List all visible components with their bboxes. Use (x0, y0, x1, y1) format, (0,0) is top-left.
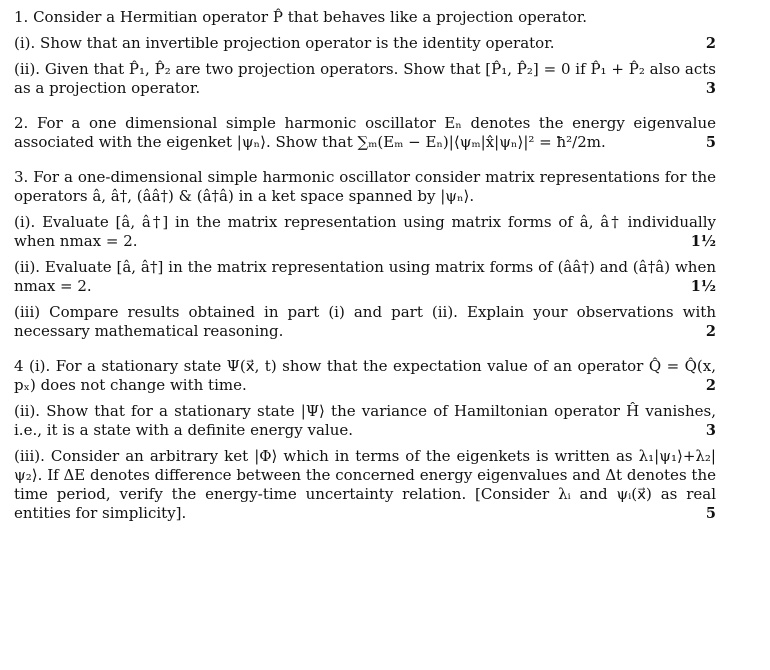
q3-ii-marks: 1½ (690, 278, 716, 295)
q4-ii-text: (ii). Show that for a stationary state |Ψ⟩ the variance of Hamiltonian operator Ĥ vanishes, i.e., it is a state with a definite energy value. (14, 402, 716, 439)
q4-part-i (14, 357, 716, 395)
q4-part-ii (14, 402, 716, 440)
q3-i-marks: 1½ (690, 233, 716, 250)
q3-iii-marks: 2 (705, 323, 716, 340)
q1-i-marks: 2 (705, 35, 716, 52)
q4-i-text: 4 (i). For a stationary state Ψ(x⃗, t) show that the expectation value of an operator Q̂ = Q̂(x, pₓ) does not change with time. (14, 357, 716, 394)
q1-ii-marks: 3 (705, 80, 716, 97)
q1-i-text: (i). Show that an invertible projection operator is the identity operator. (14, 34, 555, 52)
q4-iii-marks: 5 (705, 505, 716, 522)
q4-part-iii (14, 447, 716, 523)
q1-ii-text: (ii). Given that P̂₁, P̂₂ are two projection operators. Show that [P̂₁, P̂₂] = 0 if P̂₁ + P̂₂ also acts as a projection operator. (14, 60, 716, 97)
q1-stem-text: 1. Consider a Hermitian operator P̂ that behaves like a projection operator. (14, 8, 588, 26)
q3-stem-text: 3. For a one-dimensional simple harmonic oscillator consider matrix representations for the operators â, â†, (ââ†) & (â†â) in a ket space spanned by |ψₙ⟩. (14, 168, 716, 205)
q3-stem (14, 168, 716, 206)
q2-text: 2. For a one dimensional simple harmonic oscillator Eₙ denotes the energy eigenvalue associated with the eigenket |ψₙ⟩. Show that ∑ₘ(Eₘ − Eₙ)|⟨ψₘ|x̂|ψₙ⟩|² = ħ²/2m. (14, 114, 716, 151)
q3-ii-text: (ii). Evaluate [â, â†] in the matrix representation using matrix forms of (ââ†) and (â†â) when nmax = 2. (14, 258, 716, 295)
q4-i-marks: 2 (705, 377, 716, 394)
q3-i-text: (i). Evaluate [â, â†] in the matrix representation using matrix forms of â, â† individually when nmax = 2. (14, 213, 716, 250)
q4-iii-text: (iii). Consider an arbitrary ket |Φ⟩ which in terms of the eigenkets is written as λ₁|ψ₁⟩+λ₂|ψ₂⟩. If ΔE denotes difference between the concerned energy eigenvalues and Δt denotes the time period, verify the energy-time uncertainty relation. [Consider λᵢ and ψᵢ(x⃗) as real entities for simplicity]. (14, 447, 716, 522)
q2-marks: 5 (705, 134, 716, 151)
q2 (14, 114, 716, 152)
q3-part-ii (14, 258, 716, 296)
q3-iii-text: (iii) Compare results obtained in part (i) and part (ii). Explain your observations with necessary mathematical reasoning. (14, 303, 716, 340)
q1-part-i (14, 34, 716, 53)
q1-stem (14, 8, 716, 27)
q4-ii-marks: 3 (705, 422, 716, 439)
q3-part-i (14, 213, 716, 251)
question-paper (14, 8, 716, 523)
q1-part-ii (14, 60, 716, 98)
q3-part-iii (14, 303, 716, 341)
